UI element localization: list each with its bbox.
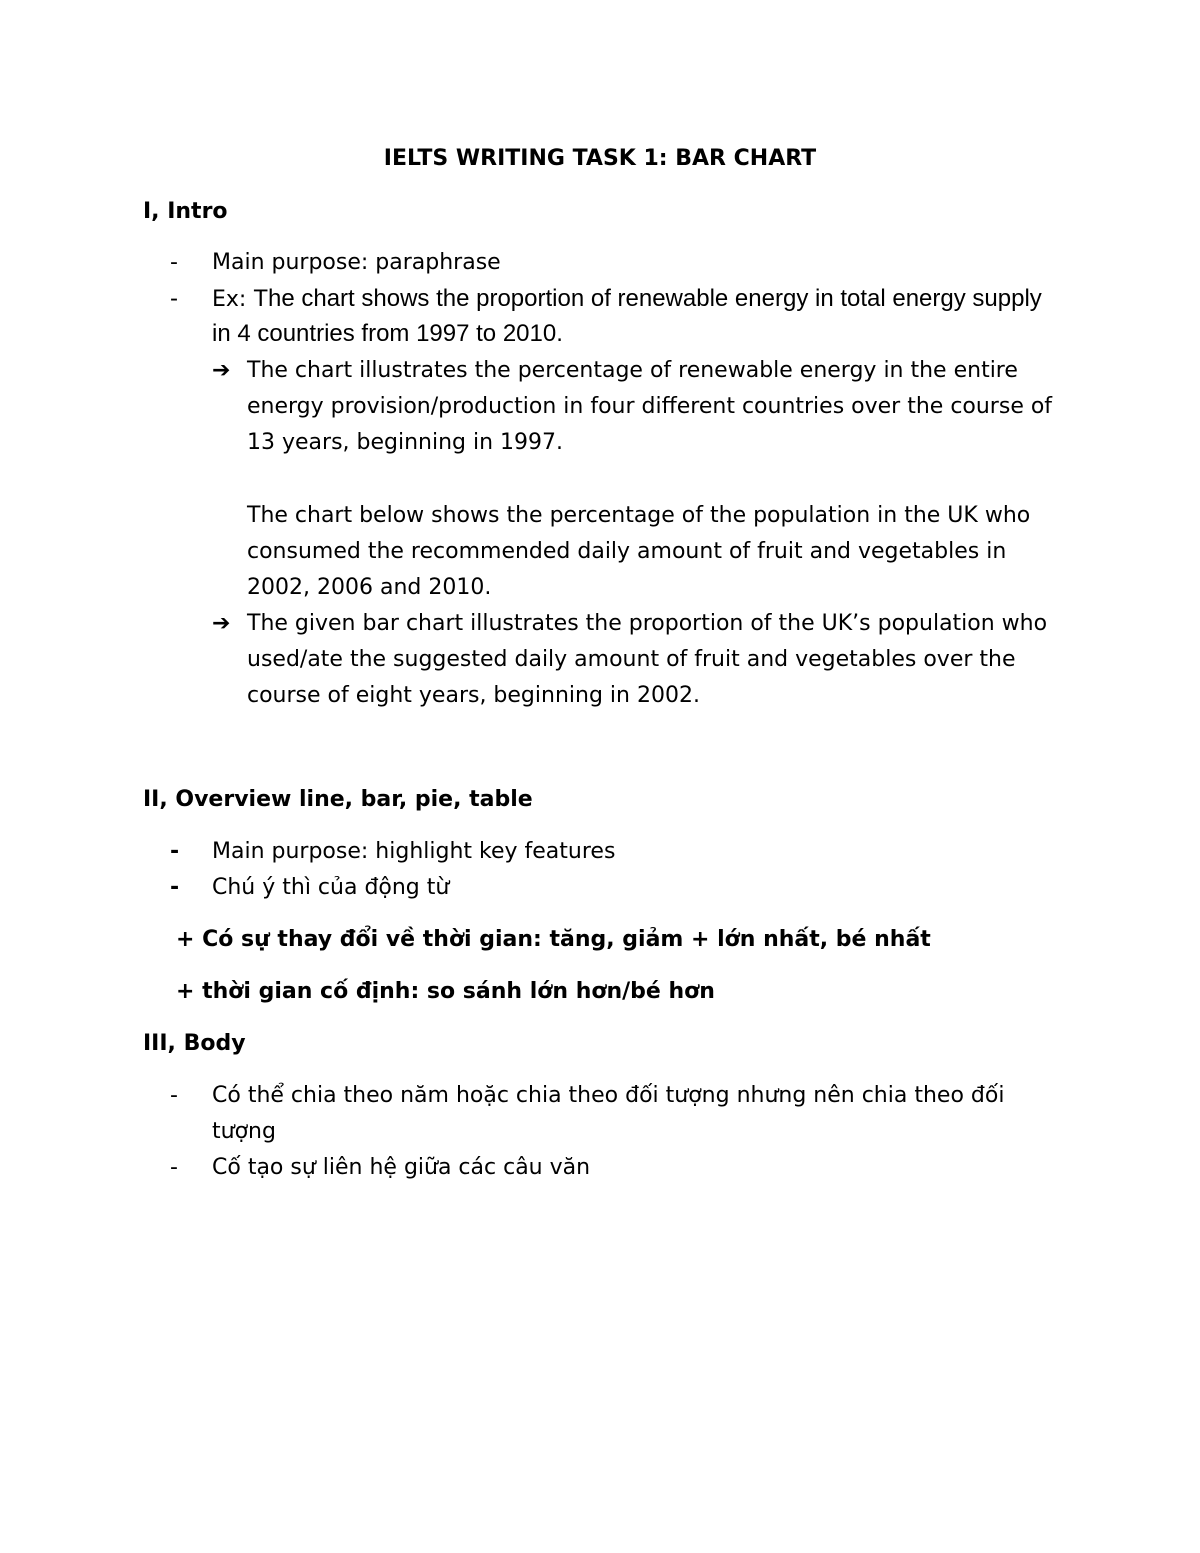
bullet-dash: -: [170, 839, 180, 864]
document-title: IELTS WRITING TASK 1: BAR CHART: [383, 146, 817, 171]
list-item: [170, 834, 1050, 870]
list-item: [170, 245, 1050, 281]
list-item-text: Chú ý thì của động từ: [212, 875, 450, 900]
answer-block: [212, 606, 1062, 714]
list-item: [170, 1150, 1050, 1186]
list-item: [170, 870, 1050, 906]
overview-note-fixed: + thời gian cố định: so sánh lớn hơn/bé hơn: [176, 979, 715, 1004]
list-item-text: Main purpose: highlight key features: [212, 839, 616, 864]
answer-block: [212, 353, 1062, 461]
list-item-text: Cố tạo sự liên hệ giữa các câu văn: [212, 1155, 591, 1180]
answer-text: The given bar chart illustrates the proportion of the UK’s population who used/ate the suggested daily amount of fruit and vegetables over the course of eight years, beginning in 2002.: [247, 611, 1048, 708]
section-heading-intro: I, Intro: [143, 199, 228, 224]
bullet-dash: -: [170, 1083, 178, 1108]
bullet-dash: -: [170, 875, 180, 900]
bullet-dash: -: [170, 1155, 178, 1180]
arrow-right-icon: ➔: [212, 358, 231, 383]
list-item-text: The chart shows the proportion of renewable energy in total energy supply in 4 countries from 1997 to 2010.: [212, 285, 1042, 347]
overview-note-change: + Có sự thay đổi về thời gian: tăng, giảm + lớn nhất, bé nhất: [176, 927, 931, 952]
section-heading-body: III, Body: [143, 1031, 246, 1056]
list-item-text: Main purpose: paraphrase: [212, 250, 501, 275]
list-item-text: Có thể chia theo năm hoặc chia theo đối tượng nhưng nên chia theo đối tượng: [212, 1083, 1005, 1144]
bullet-dash: -: [170, 285, 178, 312]
list-item: [170, 1078, 1050, 1150]
bullet-dash: -: [170, 250, 178, 275]
answer-text: The chart illustrates the percentage of renewable energy in the entire energy provision/production in four different countries over the course of 13 years, beginning in 1997.: [247, 358, 1053, 455]
section-heading-overview: II, Overview line, bar, pie, table: [143, 787, 533, 812]
example-prefix: Ex:: [212, 287, 254, 312]
arrow-right-icon: ➔: [212, 611, 231, 636]
list-item: [170, 282, 1050, 351]
example-paragraph: The chart below shows the percentage of the population in the UK who consumed the recommended daily amount of fruit and vegetables in 2002, 2006 and 2010.: [247, 503, 1031, 600]
